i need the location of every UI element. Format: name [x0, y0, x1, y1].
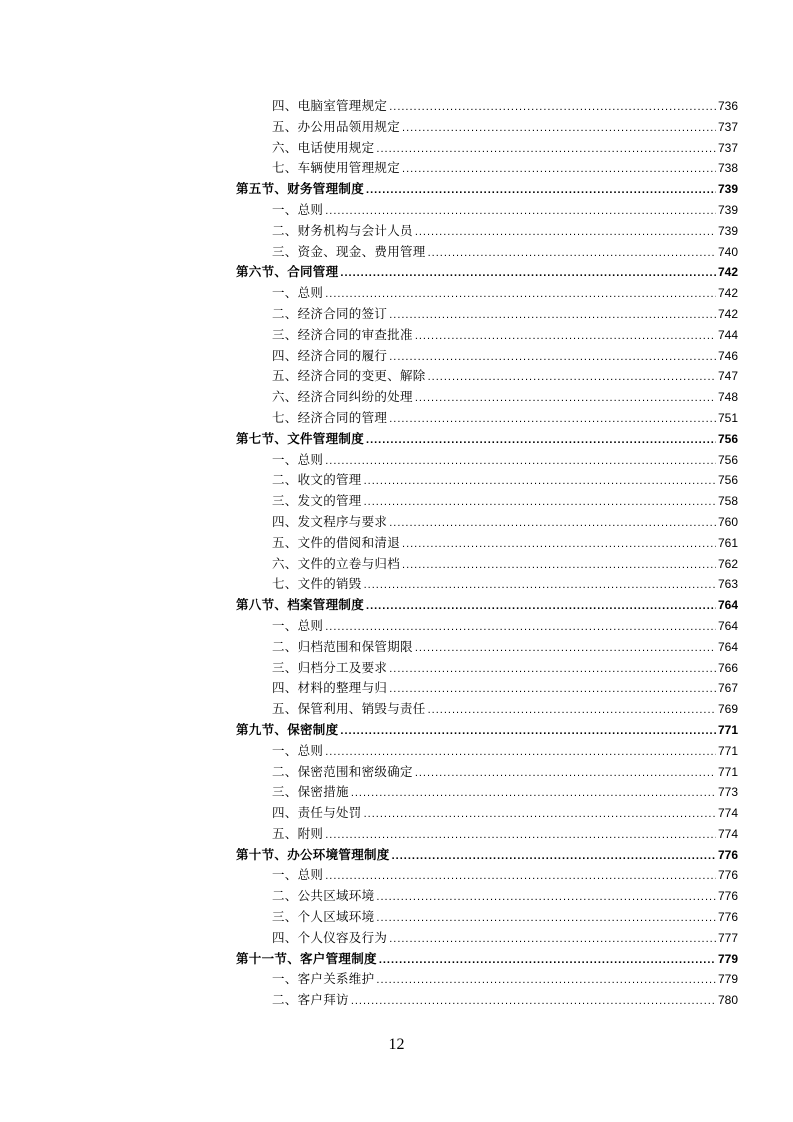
dot-leader [402, 118, 716, 138]
toc-entry-title: 一、客户关系维护 [272, 971, 375, 987]
toc-entry-page-number: 779 [717, 951, 738, 966]
toc-subsection-item[interactable] [236, 200, 738, 221]
toc-entry-page-number: 744 [717, 327, 738, 342]
dot-leader [376, 139, 716, 159]
toc-subsection-item[interactable] [236, 865, 738, 886]
toc-subsection-item[interactable] [236, 283, 738, 304]
toc-entry-title: 第九节、保密制度 [236, 721, 339, 737]
dot-leader [376, 908, 716, 928]
toc-section-heading[interactable] [236, 262, 738, 283]
dot-leader [392, 846, 716, 866]
toc-entry-title: 四、责任与处罚 [272, 805, 362, 821]
dot-leader [389, 513, 716, 533]
toc-entry-page-number: 747 [717, 369, 738, 384]
toc-entry-title: 六、文件的立卷与归档 [272, 555, 401, 571]
dot-leader [376, 970, 716, 990]
toc-subsection-item[interactable] [236, 408, 738, 429]
toc-entry-page-number: 773 [717, 785, 738, 800]
toc-entry-page-number: 771 [717, 722, 738, 737]
toc-entry-page-number: 761 [717, 535, 738, 550]
dot-leader [389, 305, 716, 325]
toc-entry-page-number: 739 [717, 202, 738, 217]
toc-entry-title: 四、个人仪容及行为 [272, 929, 388, 945]
dot-leader [366, 596, 716, 616]
toc-section-heading[interactable] [236, 949, 738, 970]
toc-entry-page-number: 776 [717, 847, 738, 862]
toc-entry-title: 五、附则 [272, 825, 324, 841]
toc-subsection-item[interactable] [236, 533, 738, 554]
toc-subsection-item[interactable] [236, 886, 738, 907]
toc-subsection-item[interactable] [236, 803, 738, 824]
toc-subsection-item[interactable] [236, 138, 738, 159]
dot-leader [366, 430, 716, 450]
toc-subsection-item[interactable] [236, 242, 738, 263]
toc-entry-page-number: 756 [717, 431, 738, 446]
dot-leader [364, 575, 716, 595]
toc-entry-title: 三、资金、现金、费用管理 [272, 243, 426, 259]
toc-entry-page-number: 771 [717, 764, 738, 779]
toc-entry-title: 五、办公用品领用规定 [272, 118, 401, 134]
toc-entry-title: 六、电话使用规定 [272, 139, 375, 155]
toc-subsection-item[interactable] [236, 762, 738, 783]
dot-leader [415, 763, 716, 783]
toc-subsection-item[interactable] [236, 928, 738, 949]
toc-entry-title: 五、文件的借阅和清退 [272, 534, 401, 550]
toc-section-heading[interactable] [236, 845, 738, 866]
toc-entry-page-number: 748 [717, 390, 738, 405]
dot-leader [325, 451, 716, 471]
dot-leader [415, 638, 716, 658]
toc-subsection-item[interactable] [236, 699, 738, 720]
dot-leader [364, 804, 716, 824]
toc-entry-title: 一、总则 [272, 201, 324, 217]
toc-subsection-item[interactable] [236, 325, 738, 346]
toc-entry-title: 三、个人区域环境 [272, 909, 375, 925]
page-number: 12 [388, 1036, 405, 1053]
dot-leader [376, 887, 716, 907]
toc-entry-title: 第十节、办公环境管理制度 [236, 846, 390, 862]
toc-entry-page-number: 779 [717, 972, 738, 987]
toc-entry-title: 二、归档范围和保管期限 [272, 638, 413, 654]
toc-entry-page-number: 776 [717, 889, 738, 904]
toc-subsection-item[interactable] [236, 990, 738, 1011]
toc-entry-title: 第五节、财务管理制度 [236, 181, 365, 197]
dot-leader [351, 783, 716, 803]
toc-subsection-item[interactable] [236, 637, 738, 658]
toc-subsection-item[interactable] [236, 221, 738, 242]
toc-entry-title: 五、保管利用、销毁与责任 [272, 701, 426, 717]
toc-entry-page-number: 756 [717, 473, 738, 488]
toc-entry-title: 二、客户拜访 [272, 992, 349, 1008]
dot-leader [366, 180, 716, 200]
dot-leader [415, 326, 716, 346]
toc-subsection-item[interactable] [236, 616, 738, 637]
toc-entry-title: 七、经济合同的管理 [272, 409, 388, 425]
toc-entry-title: 一、总则 [272, 617, 324, 633]
toc-section-heading[interactable] [236, 720, 738, 741]
toc-entry-page-number: 771 [717, 743, 738, 758]
toc-entry-title: 三、保密措施 [272, 784, 349, 800]
toc-entry-title: 一、总则 [272, 742, 324, 758]
toc-entry-title: 四、电脑室管理规定 [272, 98, 388, 113]
toc-subsection-item[interactable] [236, 678, 738, 699]
toc-section-heading[interactable] [236, 429, 738, 450]
toc-entry-title: 一、总则 [272, 451, 324, 467]
toc-entry-page-number: 738 [717, 161, 738, 176]
toc-entry-title: 七、文件的销毁 [272, 576, 362, 592]
toc-entry-title: 二、保密范围和密级确定 [272, 763, 413, 779]
toc-entry-page-number: 739 [717, 223, 738, 238]
toc-entry-page-number: 742 [717, 306, 738, 321]
toc-entry-page-number: 767 [717, 681, 738, 696]
toc-subsection-item[interactable] [236, 158, 738, 179]
dot-leader [415, 388, 716, 408]
toc-entry-page-number: 737 [717, 119, 738, 134]
toc-entry-title: 第八节、档案管理制度 [236, 597, 365, 613]
toc-subsection-item[interactable] [236, 470, 738, 491]
dot-leader [402, 555, 716, 575]
toc-subsection-item[interactable] [236, 824, 738, 845]
toc-entry-page-number: 769 [717, 702, 738, 717]
toc-subsection-item[interactable] [236, 387, 738, 408]
toc-subsection-item[interactable] [236, 574, 738, 595]
toc-entry-page-number: 756 [717, 452, 738, 467]
toc-entry-page-number: 742 [717, 286, 738, 301]
toc-entry-page-number: 762 [717, 556, 738, 571]
toc-subsection-item[interactable] [236, 96, 738, 117]
toc-entry-page-number: 751 [717, 410, 738, 425]
dot-leader [402, 159, 716, 179]
toc-entry-page-number: 764 [717, 598, 738, 613]
toc-entry-page-number: 776 [717, 868, 738, 883]
toc-subsection-item[interactable] [236, 346, 738, 367]
toc-entry-page-number: 776 [717, 910, 738, 925]
dot-leader [415, 222, 716, 242]
toc-entry-page-number: 758 [717, 494, 738, 509]
toc-subsection-item[interactable] [236, 741, 738, 762]
dot-leader [340, 721, 716, 741]
toc-entry-page-number: 760 [717, 514, 738, 529]
toc-entry-title: 六、经济合同纠纷的处理 [272, 389, 413, 405]
toc-subsection-item[interactable] [236, 512, 738, 533]
toc-entry-title: 一、总则 [272, 867, 324, 883]
toc-subsection-item[interactable] [236, 969, 738, 990]
toc-entry-title: 二、公共区域环境 [272, 888, 375, 904]
dot-leader [428, 367, 716, 387]
toc-subsection-item[interactable] [236, 366, 738, 387]
toc-entry-title: 三、经济合同的审查批准 [272, 326, 413, 342]
toc-entry-page-number: 764 [717, 639, 738, 654]
toc-entry-page-number: 774 [717, 826, 738, 841]
toc-entry-title: 二、收文的管理 [272, 472, 362, 488]
toc-entry-title: 四、材料的整理与归 [272, 680, 388, 696]
toc-entry-title: 三、发文的管理 [272, 493, 362, 509]
toc-entry-page-number: 746 [717, 348, 738, 363]
table-of-contents [236, 96, 738, 1011]
dot-leader [364, 492, 716, 512]
dot-leader [325, 617, 716, 637]
dot-leader [325, 866, 716, 886]
toc-subsection-item[interactable] [236, 554, 738, 575]
toc-subsection-item[interactable] [236, 491, 738, 512]
dot-leader [428, 700, 716, 720]
dot-leader [325, 742, 716, 762]
toc-section-heading[interactable] [236, 179, 738, 200]
dot-leader [389, 659, 716, 679]
toc-entry-title: 二、经济合同的签订 [272, 305, 388, 321]
dot-leader [351, 991, 716, 1011]
toc-entry-title: 三、归档分工及要求 [272, 659, 388, 675]
dot-leader [379, 950, 716, 970]
dot-leader [389, 929, 716, 949]
toc-entry-title: 一、总则 [272, 285, 324, 301]
toc-entry-title: 七、车辆使用管理规定 [272, 160, 401, 176]
dot-leader [340, 263, 716, 283]
toc-entry-page-number: 763 [717, 577, 738, 592]
dot-leader [325, 825, 716, 845]
toc-entry-page-number: 777 [717, 930, 738, 945]
dot-leader [389, 409, 716, 429]
toc-entry-page-number: 764 [717, 618, 738, 633]
dot-leader [428, 243, 716, 263]
dot-leader [389, 347, 716, 367]
toc-subsection-item[interactable] [236, 304, 738, 325]
toc-entry-page-number: 774 [717, 806, 738, 821]
toc-subsection-item[interactable] [236, 658, 738, 679]
toc-entry-title: 第六节、合同管理 [236, 264, 339, 280]
toc-entry-page-number: 739 [717, 182, 738, 197]
toc-subsection-item[interactable] [236, 782, 738, 803]
dot-leader [402, 534, 716, 554]
toc-entry-page-number: 736 [717, 99, 738, 113]
dot-leader [389, 97, 716, 117]
toc-entry-title: 四、发文程序与要求 [272, 513, 388, 529]
toc-subsection-item[interactable] [236, 907, 738, 928]
toc-subsection-item[interactable] [236, 117, 738, 138]
toc-entry-title: 四、经济合同的履行 [272, 347, 388, 363]
toc-entry-title: 第七节、文件管理制度 [236, 430, 365, 446]
dot-leader [364, 471, 716, 491]
toc-entry-title: 五、经济合同的变更、解除 [272, 368, 426, 384]
dot-leader [325, 201, 716, 221]
toc-entry-title: 第十一节、客户管理制度 [236, 950, 377, 966]
toc-entry-title: 二、财务机构与会计人员 [272, 222, 413, 238]
dot-leader [325, 284, 716, 304]
dot-leader [389, 679, 716, 699]
toc-entry-page-number: 766 [717, 660, 738, 675]
toc-entry-page-number: 780 [717, 993, 738, 1008]
toc-entry-page-number: 737 [717, 140, 738, 155]
toc-subsection-item[interactable] [236, 450, 738, 471]
toc-entry-page-number: 742 [717, 265, 738, 280]
toc-entry-page-number: 740 [717, 244, 738, 259]
toc-section-heading[interactable] [236, 595, 738, 616]
